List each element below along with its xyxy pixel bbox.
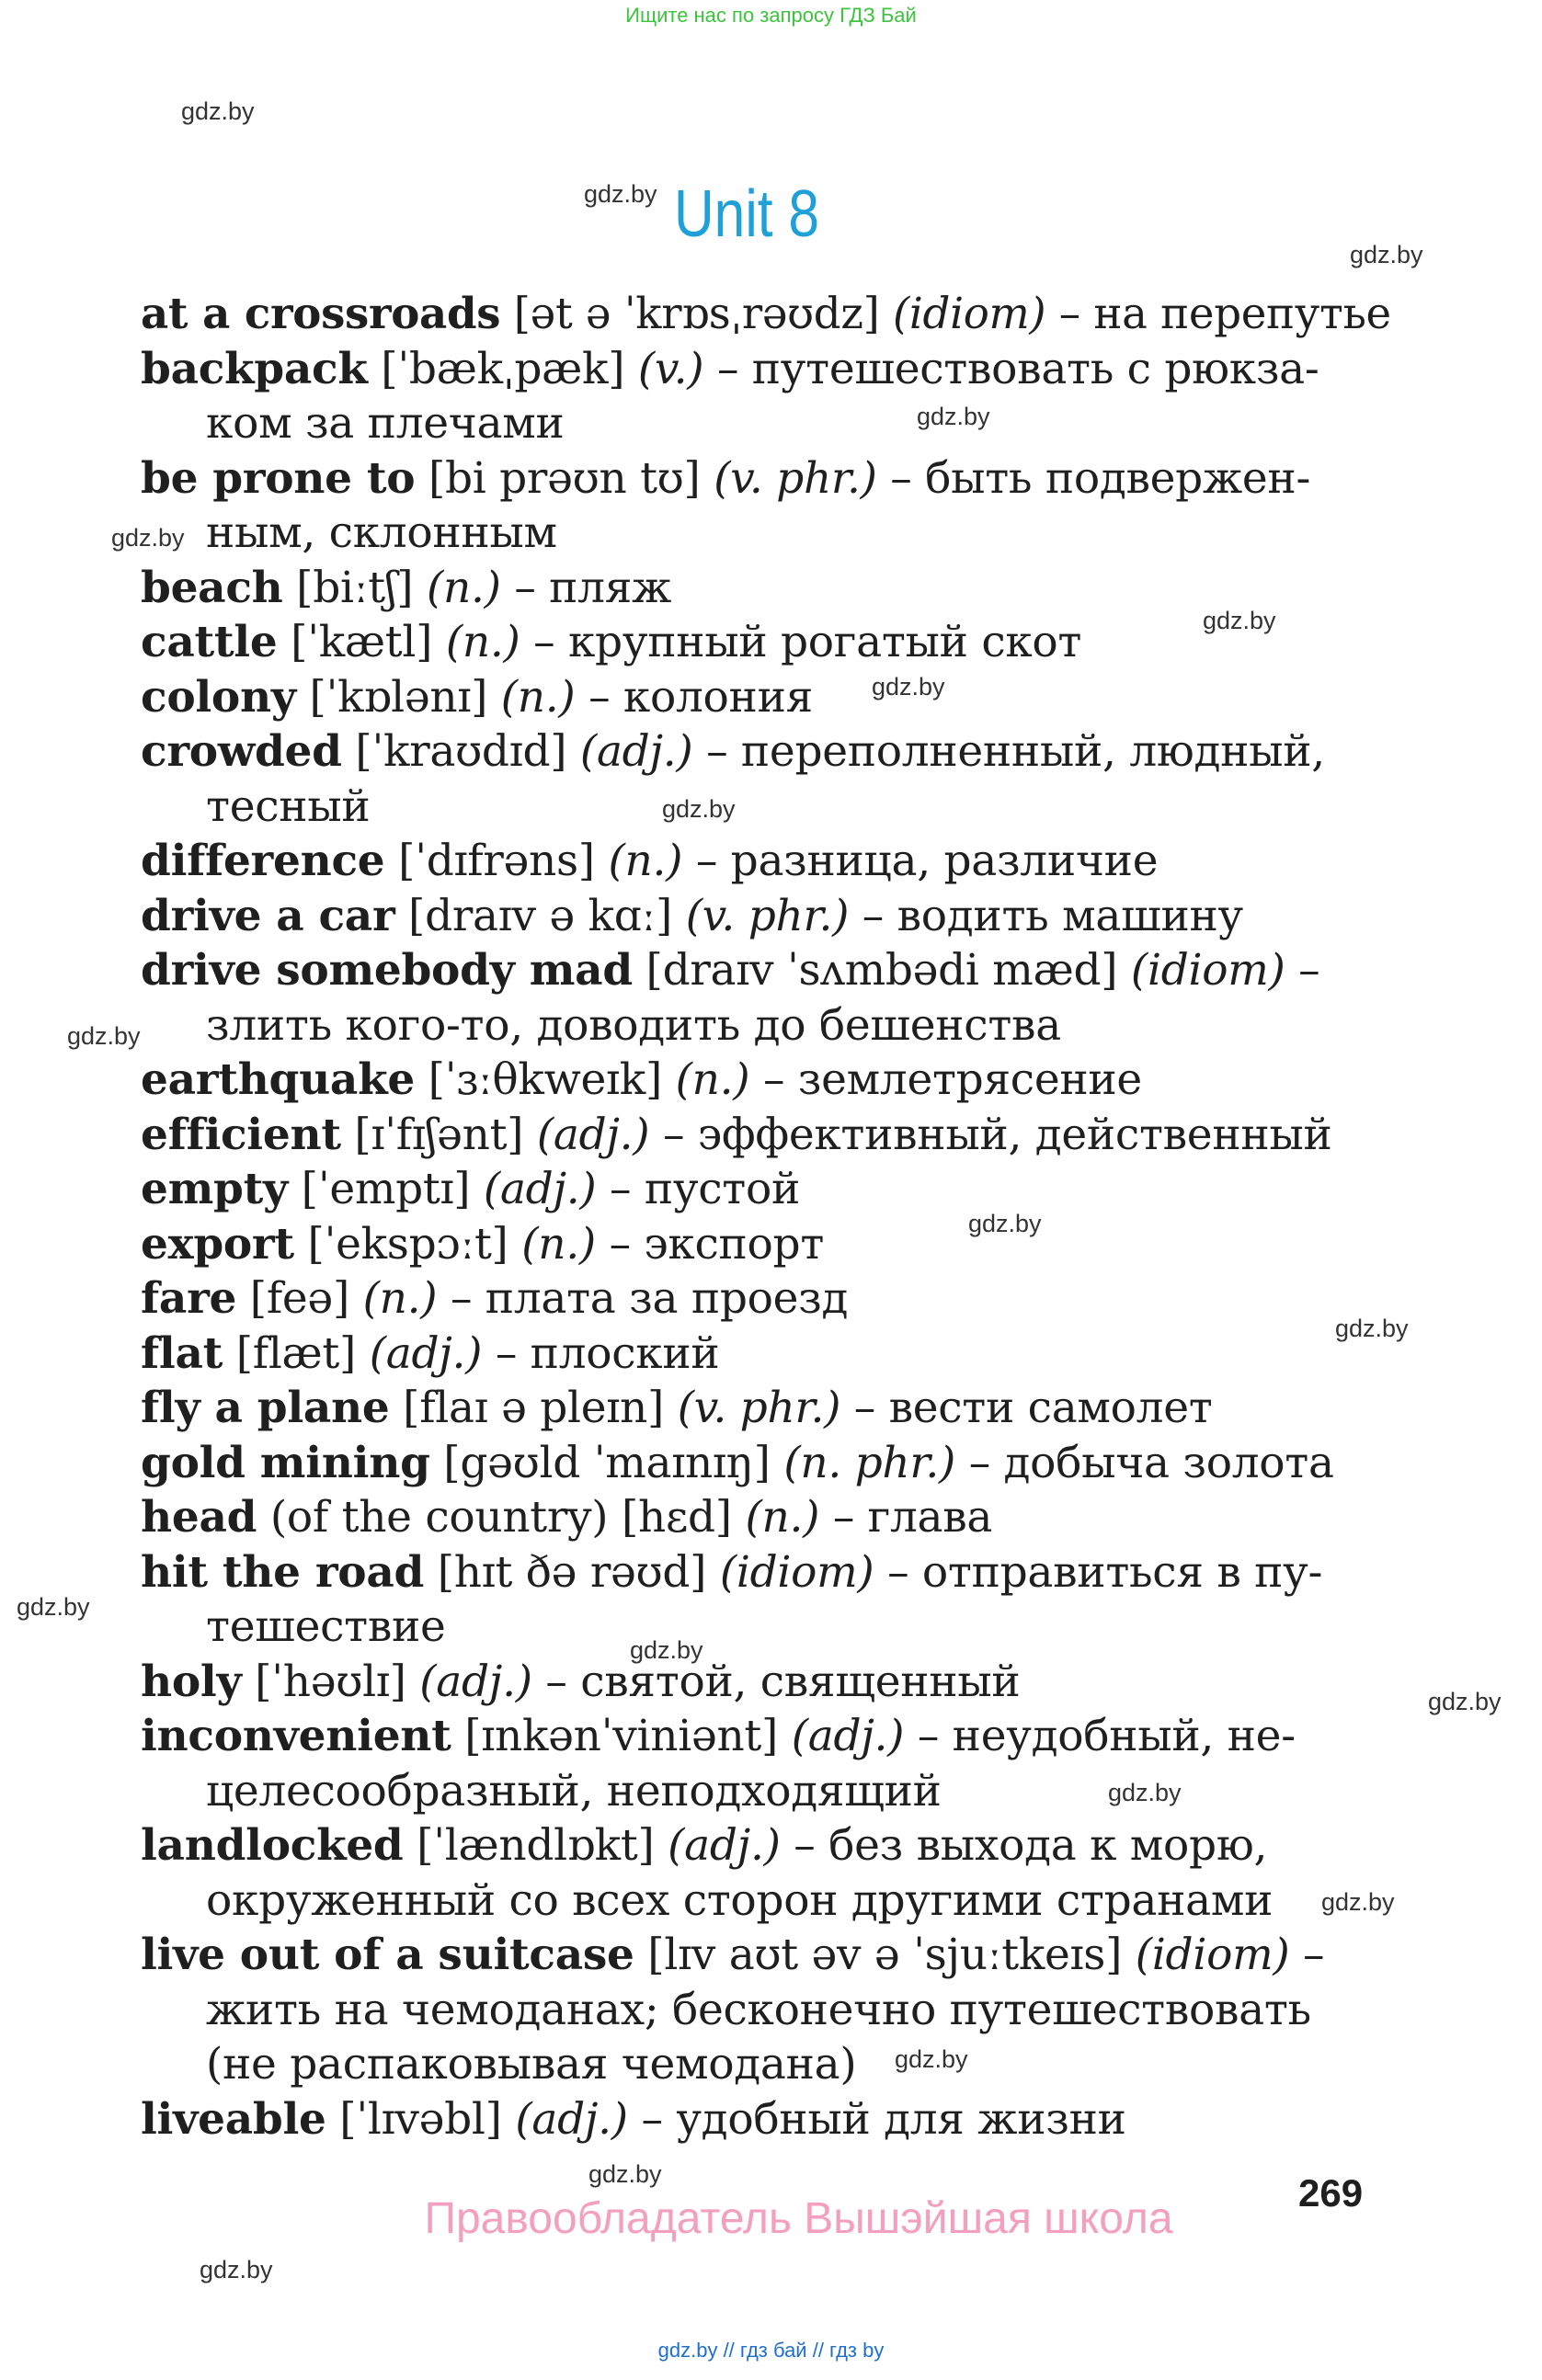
entry-term: earthquake	[141, 1054, 415, 1105]
glossary-line	[141, 1271, 1391, 1327]
entry-definition: – плоский	[495, 1327, 720, 1379]
entry-definition: – без выхода к морю,	[794, 1820, 1268, 1871]
entry-transcription: [ˈkɒlənɪ]	[309, 671, 488, 723]
glossary-line	[141, 2092, 1391, 2147]
entry-term: inconvenient	[141, 1711, 451, 1761]
entry-transcription: [gəʊld ˈmaɪnɪŋ]	[443, 1437, 771, 1488]
watermark: gdz.by	[895, 2045, 968, 2073]
entry-transcription: [ɪnkənˈviniənt]	[464, 1711, 779, 1761]
entry-transcription: [flæt]	[235, 1327, 357, 1379]
entry-part-of-speech: (n.)	[608, 836, 683, 886]
entry-transcription: [ˈekspɔːt]	[307, 1218, 508, 1270]
entry-part-of-speech: (n.)	[675, 1054, 750, 1105]
entry-term: drive a car	[141, 890, 395, 941]
entry-part-of-speech: (v. phr.)	[685, 890, 850, 941]
entry-part-of-speech: (adj.)	[369, 1327, 483, 1379]
entry-term: fly a plane	[141, 1383, 390, 1433]
top-banner: Ищите нас по запросу ГДЗ Бай	[625, 4, 917, 27]
entry-term: landlocked	[141, 1820, 404, 1871]
entry-transcription: [ɪˈfɪʃənt]	[354, 1109, 524, 1160]
unit-title: Unit 8	[674, 177, 819, 251]
entry-part-of-speech: (n. phr.)	[783, 1437, 956, 1488]
entry-definition: – разница, различие	[695, 836, 1159, 886]
entry-part-of-speech: (n.)	[362, 1273, 438, 1324]
entry-part-of-speech: (adj.)	[515, 2093, 628, 2145]
entry-transcription: [ˈlændlɒkt]	[417, 1820, 655, 1871]
entry-definition: –	[1298, 945, 1320, 996]
entry-part-of-speech: (n.)	[745, 1492, 820, 1543]
entry-part-of-speech: (n.)	[426, 562, 501, 613]
glossary-line	[141, 1327, 1391, 1382]
footer-links[interactable]: gdz.by // гдз бай // гдз by	[657, 2339, 885, 2362]
entry-definition: – глава	[832, 1492, 993, 1543]
glossary-line-continuation: окруженный со всех сторон другими странами	[206, 1874, 1274, 1926]
watermark: gdz.by	[1321, 1888, 1395, 1916]
watermark: gdz.by	[630, 1636, 703, 1664]
entry-transcription: [ˈbækˌpæk]	[381, 343, 625, 394]
entry-transcription: [lɪv aʊt əv ə ˈsjuːtkeɪs]	[647, 1930, 1123, 1980]
glossary-line	[141, 1545, 1391, 1600]
watermark: gdz.by	[584, 180, 657, 208]
entry-transcription: [draɪv ˈsʌmbədi mæd]	[645, 945, 1118, 996]
glossary-line	[141, 670, 1391, 725]
entry-part-of-speech: (adj.)	[483, 1164, 597, 1214]
glossary-line	[141, 1053, 1391, 1108]
entry-definition: – переполненный, людный,	[706, 726, 1325, 777]
entry-part-of-speech: (idiom)	[719, 1546, 874, 1598]
entry-definition: – на перепутье	[1058, 289, 1391, 339]
entry-definition: – вести самолет	[853, 1383, 1213, 1433]
entry-definition: – плата за проезд	[450, 1273, 849, 1324]
entry-part-of-speech: (adj.)	[536, 1109, 650, 1160]
entry-part-of-speech: (idiom)	[893, 289, 1046, 339]
entry-term: live out of a suitcase	[141, 1930, 634, 1980]
copyright-holder: Правообладатель Вышэйшая школа	[424, 2194, 1173, 2243]
entry-term: gold mining	[141, 1437, 430, 1488]
entry-term: empty	[141, 1164, 289, 1214]
entry-term: crowded	[141, 726, 342, 777]
entry-term: export	[141, 1218, 294, 1270]
entry-definition: – святой, священный	[545, 1656, 1021, 1707]
glossary-line-continuation: ным, склонным	[206, 507, 557, 558]
page-number: 269	[1298, 2171, 1364, 2215]
entry-definition: – отправиться в пу-	[887, 1546, 1323, 1598]
watermark: gdz.by	[67, 1022, 141, 1050]
entry-definition: – колония	[588, 671, 813, 723]
glossary-line	[141, 1436, 1391, 1491]
entry-transcription: (of the country) [hɛd]	[269, 1492, 732, 1543]
entry-term: drive somebody mad	[141, 945, 633, 996]
watermark: gdz.by	[200, 2256, 273, 2283]
entry-transcription: [ˈlɪvəbl]	[339, 2093, 502, 2145]
entry-part-of-speech: (adj.)	[668, 1820, 781, 1871]
entry-transcription: [flaɪ ə pleɪn]	[403, 1383, 665, 1433]
glossary-line	[141, 724, 1391, 780]
entry-definition: – добыча золота	[968, 1437, 1334, 1488]
entry-term: fare	[141, 1273, 237, 1324]
entry-part-of-speech: (adj.)	[579, 726, 693, 777]
entry-term: be prone to	[141, 452, 416, 504]
glossary-line	[141, 615, 1391, 670]
watermark: gdz.by	[662, 795, 736, 823]
entry-definition: – пляж	[514, 562, 672, 613]
glossary-line	[141, 834, 1391, 889]
entry-definition: – экспорт	[609, 1218, 825, 1270]
entry-part-of-speech: (adj.)	[419, 1656, 532, 1707]
glossary-line-continuation: целесообразный, неподходящий	[206, 1765, 942, 1816]
glossary-line-continuation: (не распаковывая чемодана)	[206, 2039, 857, 2090]
entry-term: at a crossroads	[141, 289, 501, 339]
watermark: gdz.by	[111, 524, 185, 552]
glossary-line	[141, 1928, 1391, 1983]
watermark: gdz.by	[917, 403, 990, 430]
watermark: gdz.by	[588, 2160, 662, 2188]
entry-transcription: [feə]	[249, 1273, 349, 1324]
glossary-line	[141, 1490, 1391, 1545]
entry-transcription: [ˈkraʊdɪd]	[355, 726, 567, 777]
watermark: gdz.by	[1428, 1688, 1502, 1715]
entry-transcription: [ˈkætl]	[291, 617, 433, 667]
entry-definition: – землетрясение	[762, 1054, 1142, 1105]
entry-part-of-speech: (n.)	[521, 1218, 596, 1270]
entry-definition: – крупный рогатый скот	[533, 617, 1082, 667]
entry-term: colony	[141, 671, 296, 723]
glossary-line-continuation: тешествие	[206, 1601, 446, 1652]
entry-term: efficient	[141, 1109, 341, 1160]
glossary-line-continuation: ком за плечами	[206, 398, 565, 449]
glossary-line	[141, 287, 1391, 342]
watermark: gdz.by	[1108, 1779, 1182, 1806]
glossary-line	[141, 943, 1391, 998]
entry-transcription: [ˈdɪfrəns]	[398, 836, 595, 886]
entry-transcription: [ˈemptɪ]	[301, 1164, 471, 1214]
watermark: gdz.by	[1350, 241, 1423, 268]
glossary-line	[141, 451, 1391, 507]
watermark: gdz.by	[872, 673, 945, 700]
glossary	[141, 287, 1391, 2147]
glossary-line	[141, 1217, 1391, 1272]
watermark: gdz.by	[1335, 1315, 1409, 1342]
entry-term: backpack	[141, 343, 368, 394]
entry-term: difference	[141, 836, 385, 886]
entry-term: holy	[141, 1656, 242, 1707]
entry-part-of-speech: (v.)	[637, 343, 704, 394]
entry-transcription: [ˈhəʊlɪ]	[255, 1656, 406, 1707]
entry-part-of-speech: (v. phr.)	[714, 452, 877, 504]
watermark: gdz.by	[1203, 607, 1276, 634]
entry-part-of-speech: (adj.)	[791, 1711, 905, 1761]
entry-transcription: [hɪt ðə rəʊd]	[437, 1546, 707, 1598]
entry-term: beach	[141, 562, 283, 613]
glossary-line	[141, 1655, 1391, 1710]
glossary-line	[141, 1381, 1391, 1436]
entry-definition: –	[1303, 1930, 1325, 1980]
entry-definition: – пустой	[610, 1164, 801, 1214]
entry-part-of-speech: (idiom)	[1130, 945, 1285, 996]
watermark: gdz.by	[968, 1210, 1042, 1237]
entry-transcription: [draɪv ə kɑː]	[408, 890, 673, 941]
entry-term: hit the road	[141, 1546, 425, 1598]
glossary-line	[141, 1818, 1391, 1873]
entry-transcription: [bi prəʊn tʊ]	[428, 452, 701, 504]
glossary-line	[141, 561, 1391, 616]
entry-definition: – эффективный, действенный	[662, 1109, 1332, 1160]
entry-transcription: [ət ə ˈkrɒsˌrəʊdz]	[513, 289, 880, 339]
entry-part-of-speech: (idiom)	[1135, 1930, 1290, 1980]
glossary-line-continuation: жить на чемоданах; бесконечно путешествовать	[206, 1984, 1311, 2035]
entry-part-of-speech: (v. phr.)	[677, 1383, 841, 1433]
entry-definition: – неудобный, не-	[917, 1711, 1296, 1761]
entry-part-of-speech: (n.)	[500, 671, 576, 723]
entry-definition: – быть подвержен-	[890, 452, 1311, 504]
glossary-line	[141, 1108, 1391, 1163]
entry-term: flat	[141, 1327, 223, 1379]
entry-definition: – водить машину	[862, 890, 1243, 941]
entry-part-of-speech: (n.)	[445, 617, 520, 667]
entry-transcription: [biːtʃ]	[296, 562, 414, 613]
watermark: gdz.by	[181, 97, 255, 125]
entry-definition: – путешествовать с рюкза-	[716, 343, 1319, 394]
entry-definition: – удобный для жизни	[641, 2093, 1126, 2145]
glossary-line	[141, 1162, 1391, 1217]
glossary-line	[141, 1709, 1391, 1764]
glossary-line	[141, 342, 1391, 397]
entry-term: cattle	[141, 617, 278, 667]
glossary-line-continuation: злить кого-то, доводить до бешенства	[206, 999, 1061, 1051]
entry-transcription: [ˈɜːθkweɪk]	[428, 1054, 662, 1105]
entry-term: liveable	[141, 2093, 326, 2145]
glossary-line-continuation: тесный	[206, 780, 371, 832]
entry-term: head	[141, 1492, 257, 1543]
watermark: gdz.by	[17, 1593, 90, 1621]
glossary-line	[141, 889, 1391, 944]
